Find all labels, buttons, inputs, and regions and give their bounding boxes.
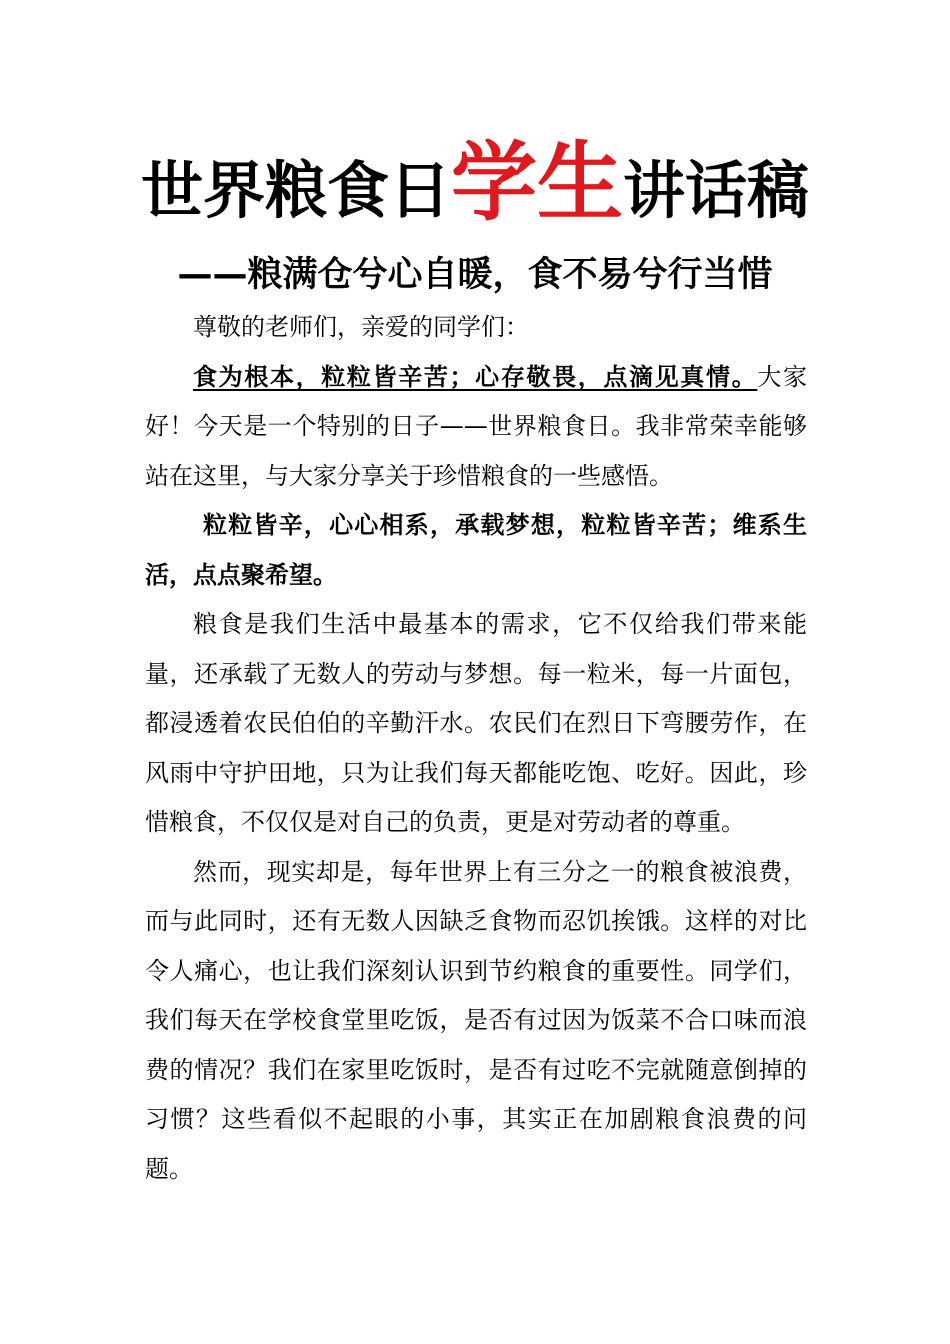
- title-part-1: 世界粮食日: [140, 154, 451, 227]
- paragraph-3: 粮食是我们生活中最基本的需求，它不仅给我们带来能量，还承载了无数人的劳动与梦想。每一粒米，每一片面包，都浸透着农民伯伯的辛勤汗水。农民们在烈日下弯腰劳作，在风雨中守护田地，只为让我们每天都能吃饱、吃好。因此，珍惜粮食，不仅仅是对自己的负责，更是对劳动者的尊重。: [145, 610, 807, 836]
- paragraph-4: 然而，现实却是，每年世界上有三分之一的粮食被浪费，而与此同时，还有无数人因缺乏食物而忍饥挨饿。这样的对比令人痛心，也让我们深刻认识到节约粮食的重要性。同学们，我们每天在学校食堂里吃饭，是否有过因为饭菜不合口味而浪费的情况？我们在家里吃饭时，是否有过吃不完就随意倒掉的习惯？这些看似不起眼的小事，其实正在加剧粮食浪费的问题。: [145, 857, 807, 1183]
- paragraph-1: [145, 353, 807, 502]
- greeting-paragraph: 尊敬的老师们，亲爱的同学们：: [193, 313, 529, 341]
- paragraph-2-motto: 粒粒皆辛，心心相系，承载梦想，粒粒皆辛苦；维系生活，点点聚希望。: [145, 511, 807, 589]
- document-title: [0, 133, 950, 233]
- paragraph-1-text: 大家好！今天是一个特别的日子——世界粮食日。我非常荣幸能够站在这里，与大家分享关于珍惜粮食的一些感悟。: [145, 362, 808, 490]
- title-highlight: 学生: [451, 133, 623, 233]
- opening-motto: 食为根本，粒粒皆辛苦；心存敬畏，点滴见真情。: [193, 362, 758, 391]
- title-part-3: 讲话稿: [623, 154, 810, 227]
- document-subtitle: ——粮满仓兮心自暖，食不易兮行当惜: [177, 255, 773, 295]
- document-body: [145, 303, 807, 1194]
